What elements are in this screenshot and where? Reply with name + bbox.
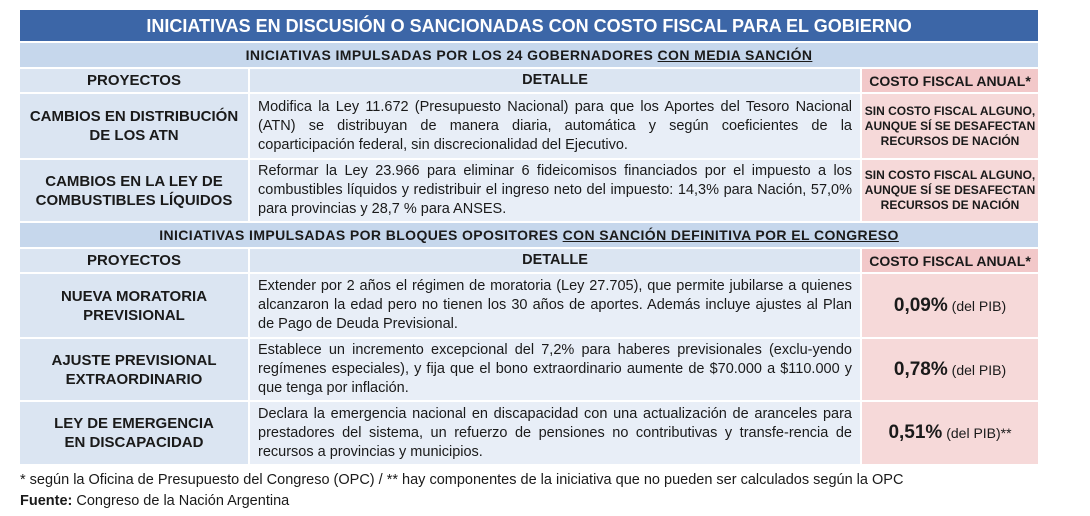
table-title: INICIATIVAS EN DISCUSIÓN O SANCIONADAS CON COSTO FISCAL PARA EL GOBIERNO xyxy=(20,10,1038,43)
project-name xyxy=(20,402,248,466)
column-header-detail: DETALLE xyxy=(248,69,860,94)
cost-unit: (del PIB) xyxy=(947,297,1007,314)
column-header-cost: COSTO FISCAL ANUAL* xyxy=(860,249,1038,274)
project-name xyxy=(20,339,248,402)
table-row xyxy=(20,274,1038,339)
section-heading-prefix: INICIATIVAS IMPULSADAS POR LOS 24 GOBERNADORES xyxy=(245,47,658,63)
project-name-line: LEY DE EMERGENCIA xyxy=(54,415,214,432)
section-heading-emphasis: CON SANCIÓN DEFINITIVA POR EL CONGRESO xyxy=(562,227,899,243)
column-header-cost: COSTO FISCAL ANUAL* xyxy=(860,69,1038,94)
fiscal-cost-table xyxy=(20,10,1038,466)
cost-percent: 0,09% xyxy=(893,294,948,316)
column-header-row xyxy=(20,249,1038,274)
no-cost-line: SIN COSTO FISCAL ALGUNO, xyxy=(864,103,1036,118)
cost-unit: (del PIB) xyxy=(947,361,1007,378)
project-name-line: NUEVA MORATORIA xyxy=(60,287,208,305)
section-heading xyxy=(20,43,1038,69)
project-name-line: EXTRAORDINARIO xyxy=(65,370,203,388)
project-name xyxy=(20,94,248,160)
project-detail: Establece un incremento excepcional del 7,2% para haberes previsionales (exclu-yendo regímenes especiales), y fija que el bono extraordinario aumente de $70.000 a $110.000 y que tenga por inflación. xyxy=(248,339,860,402)
project-detail: Reformar la Ley 23.966 para eliminar 6 fideicomisos financiados por el impuesto a los combustibles líquidos y redistribuir el ingreso neto del impuesto: 14,3% para Nación, 57,0% para provincias y 28,7 % para ANSES. xyxy=(248,160,860,223)
fiscal-cost xyxy=(860,274,1038,339)
fiscal-cost xyxy=(860,339,1038,402)
table-row xyxy=(20,160,1038,223)
no-cost-line: RECURSOS DE NACIÓN xyxy=(880,133,1020,148)
project-name-line: DE LOS ATN xyxy=(89,127,179,144)
section-heading-emphasis: CON MEDIA SANCIÓN xyxy=(657,47,813,63)
fiscal-cost xyxy=(860,402,1038,466)
project-detail: Declara la emergencia nacional en discapacidad con una actualización de aranceles para prestadores del sistema, un refuerzo de pensiones no contributivas y transfe-rencia de recursos a provincias y municipios. xyxy=(248,402,860,466)
project-name-line: PREVISIONAL xyxy=(83,306,185,324)
project-name-line: EN DISCAPACIDAD xyxy=(64,434,204,451)
project-detail: Modifica la Ley 11.672 (Presupuesto Nacional) para que los Aportes del Tesoro Nacional (ATN) se distribuyan de manera diaria, automática y según coeficientes de la coparticipación federal, sin discrecionalidad del Ejecutivo. xyxy=(248,94,860,160)
project-name-line: AJUSTE PREVISIONAL xyxy=(51,351,217,369)
cost-unit: (del PIB)** xyxy=(942,425,1012,441)
column-header-projects: PROYECTOS xyxy=(20,69,248,94)
project-name-line: CAMBIOS EN DISTRIBUCIÓN xyxy=(29,108,239,125)
section-heading xyxy=(20,223,1038,249)
column-header-projects: PROYECTOS xyxy=(20,249,248,274)
project-name-line: COMBUSTIBLES LÍQUIDOS xyxy=(35,191,233,209)
section-header-opposition xyxy=(20,223,1038,249)
column-header-row xyxy=(20,69,1038,94)
project-name-line: CAMBIOS EN LA LEY DE xyxy=(45,172,223,190)
column-header-detail: DETALLE xyxy=(248,249,860,274)
table-row xyxy=(20,339,1038,402)
project-name xyxy=(20,160,248,223)
no-cost-line: RECURSOS DE NACIÓN xyxy=(880,198,1020,212)
section-heading-prefix: INICIATIVAS IMPULSADAS POR BLOQUES OPOSITORES xyxy=(159,227,563,243)
table-row xyxy=(20,94,1038,160)
cost-percent: 0,78% xyxy=(893,358,948,380)
table-row xyxy=(20,402,1038,466)
fiscal-cost xyxy=(860,160,1038,223)
source-note xyxy=(20,493,289,509)
section-header-governors xyxy=(20,43,1038,69)
no-cost-line: AUNQUE SÍ SE DESAFECTAN xyxy=(864,118,1036,133)
fiscal-cost xyxy=(860,94,1038,160)
cost-percent: 0,51% xyxy=(888,422,943,443)
footnote: * según la Oficina de Presupuesto del Congreso (OPC) / ** hay componentes de la iniciativa que no pueden ser calculados según la OPC xyxy=(20,472,904,488)
source-label: Fuente: xyxy=(20,493,73,509)
no-cost-line: AUNQUE SÍ SE DESAFECTAN xyxy=(864,183,1036,197)
no-cost-line: SIN COSTO FISCAL ALGUNO, xyxy=(864,168,1036,182)
project-name xyxy=(20,274,248,339)
project-detail: Extender por 2 años el régimen de moratoria (Ley 27.705), que permite jubilarse a quienes alcanzaron la edad pero no tienen los 30 años de aportes. Además incluye ajustes al Plan de Pago de Deuda Previsional. xyxy=(248,274,860,339)
source-text: Congreso de la Nación Argentina xyxy=(72,493,290,509)
table-title-row xyxy=(20,10,1038,43)
fiscal-cost-table-container xyxy=(20,10,1038,466)
